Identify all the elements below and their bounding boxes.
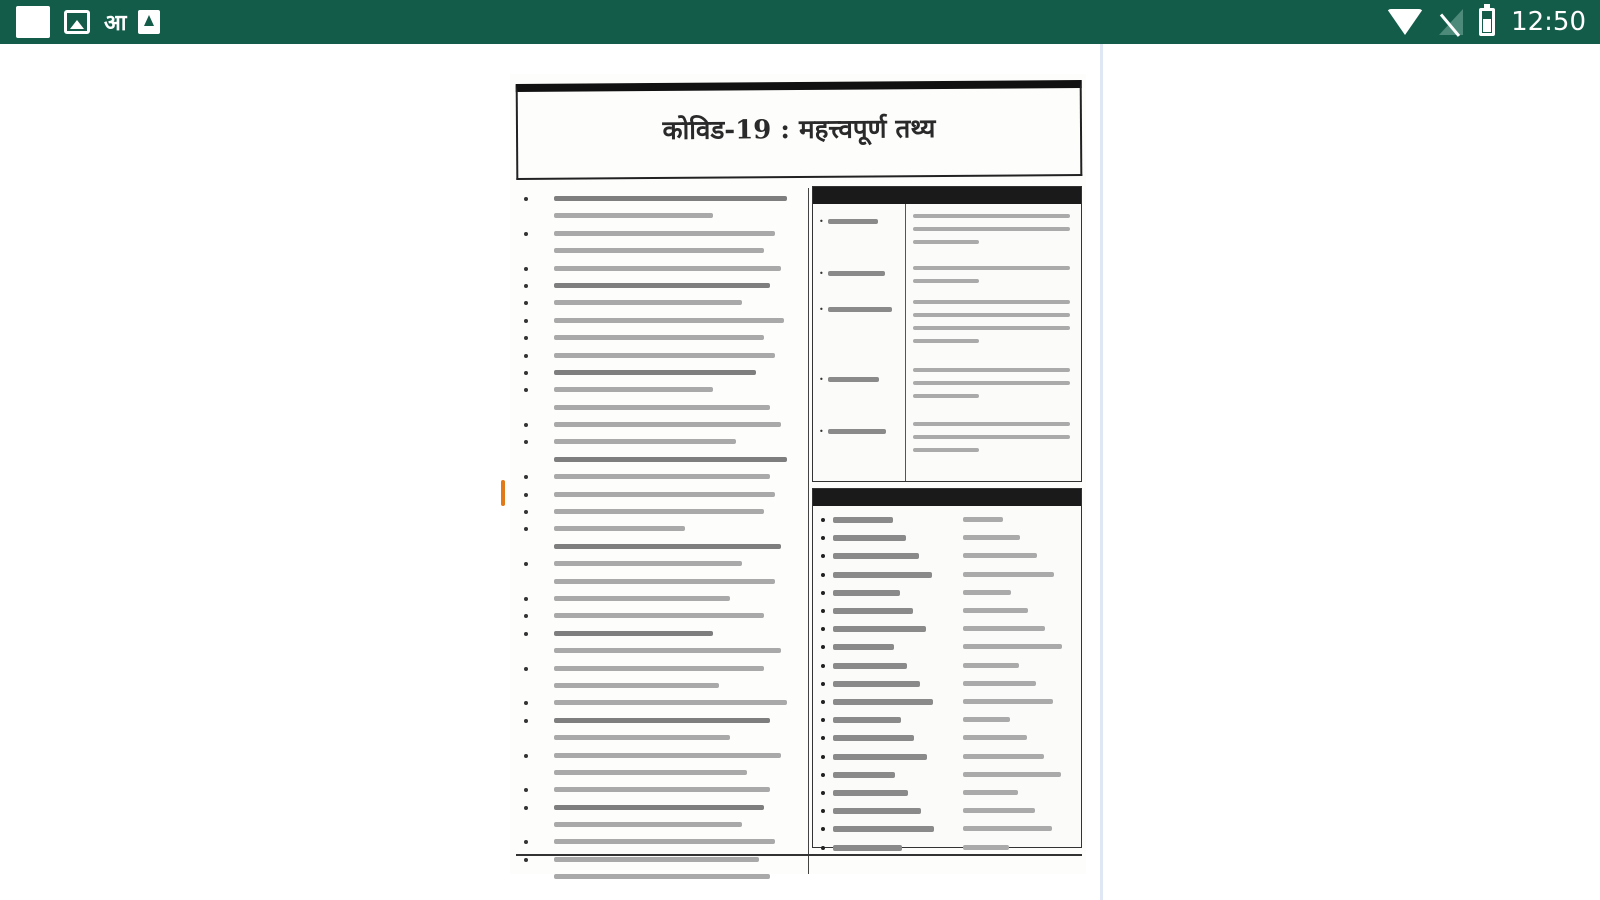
list-item <box>516 381 798 398</box>
blurred-text-line <box>554 266 781 271</box>
list-item <box>516 468 798 485</box>
blurred-text-line <box>554 353 775 358</box>
blurred-text-line <box>554 509 764 514</box>
list-item <box>516 677 798 694</box>
blurred-text-line <box>554 544 781 549</box>
list-item <box>516 312 798 329</box>
system-icons <box>1387 6 1586 38</box>
blurred-text-line <box>554 457 787 462</box>
title-box <box>516 80 1083 180</box>
table-row <box>819 657 1079 675</box>
list-item <box>516 347 798 364</box>
list-item <box>516 712 798 729</box>
list-item <box>516 660 798 677</box>
list-item <box>516 416 798 433</box>
page-divider <box>1100 44 1103 900</box>
blurred-text-line <box>554 492 775 497</box>
blurred-text-line <box>554 857 759 862</box>
page-edge-mark <box>501 480 505 506</box>
blurred-text-line <box>554 196 787 201</box>
list-item <box>516 242 798 259</box>
document-page[interactable] <box>510 74 1086 874</box>
blurred-text-line <box>554 666 764 671</box>
list-item <box>516 799 798 816</box>
list-item <box>516 520 798 537</box>
info-box-1-term <box>819 305 892 314</box>
table-row <box>819 729 1079 747</box>
list-item <box>516 486 798 503</box>
list-item <box>516 503 798 520</box>
list-item <box>516 260 798 277</box>
facts-list <box>516 190 798 870</box>
blurred-text-line <box>554 700 787 705</box>
column-divider <box>808 188 809 874</box>
list-item <box>516 364 798 381</box>
table-row <box>819 784 1079 802</box>
blurred-text-line <box>554 787 770 792</box>
no-signal-icon <box>1439 9 1463 35</box>
blurred-text-line <box>554 213 713 218</box>
list-item <box>516 225 798 242</box>
blurred-text-line <box>554 718 770 723</box>
table-row <box>819 529 1079 547</box>
list-item <box>516 781 798 798</box>
list-item <box>516 833 798 850</box>
table-row <box>819 547 1079 565</box>
blurred-text-line <box>554 596 730 601</box>
blurred-text-line <box>554 683 719 688</box>
blurred-text-line <box>554 248 764 253</box>
blurred-text-line <box>554 231 775 236</box>
list-item <box>516 207 798 224</box>
wifi-icon <box>1387 9 1423 35</box>
info-box-1 <box>812 186 1082 482</box>
table-row <box>819 711 1079 729</box>
notification-icons <box>16 6 160 38</box>
document-viewer[interactable] <box>0 44 1600 900</box>
table-row <box>819 638 1079 656</box>
info-box-1-header <box>813 187 1081 204</box>
clock: 12:50 <box>1511 7 1586 37</box>
blurred-text-line <box>554 526 685 531</box>
table-row <box>819 748 1079 766</box>
blurred-text-line <box>554 874 770 879</box>
blurred-text-line <box>554 283 770 288</box>
list-item <box>516 329 798 346</box>
document-icon <box>138 10 160 34</box>
blurred-text-line <box>554 770 747 775</box>
list-item <box>516 451 798 468</box>
info-box-1-description <box>913 209 1078 219</box>
blurred-text-line <box>554 439 736 444</box>
list-item <box>516 190 798 207</box>
list-item <box>516 694 798 711</box>
blurred-text-line <box>554 735 730 740</box>
list-item <box>516 538 798 555</box>
blurred-text-line <box>554 631 713 636</box>
list-item <box>516 399 798 416</box>
table-row <box>819 693 1079 711</box>
list-item <box>516 607 798 624</box>
blurred-text-line <box>554 648 781 653</box>
blurred-text-line <box>554 422 781 427</box>
info-box-1-term <box>819 217 878 226</box>
blank-notification-icon <box>16 6 50 38</box>
blurred-text-line <box>554 579 775 584</box>
table-row <box>819 766 1079 784</box>
table-row <box>819 566 1079 584</box>
info-box-1-description <box>913 417 1078 427</box>
info-box-1-term <box>819 427 886 436</box>
blurred-text-line <box>554 561 742 566</box>
gallery-icon <box>64 10 90 34</box>
info-box-1-description <box>913 295 1078 305</box>
info-box-1-description <box>913 261 1078 271</box>
blurred-text-line <box>554 318 784 323</box>
list-item <box>516 590 798 607</box>
blurred-text-line <box>554 474 770 479</box>
list-item <box>516 433 798 450</box>
blurred-text-line <box>554 335 764 340</box>
list-item <box>516 573 798 590</box>
page-title: कोविड-19 : महत्त्वपूर्ण तथ्य <box>662 114 936 146</box>
list-item <box>516 747 798 764</box>
list-item <box>516 816 798 833</box>
list-item <box>516 294 798 311</box>
info-box-1-term <box>819 375 879 384</box>
table-row <box>819 820 1079 838</box>
list-item <box>516 625 798 642</box>
info-box-2-header <box>813 489 1081 506</box>
table-row <box>819 602 1079 620</box>
table-row <box>819 802 1079 820</box>
list-item <box>516 729 798 746</box>
list-item <box>516 868 798 885</box>
blurred-text-line <box>554 753 781 758</box>
blurred-text-line <box>554 805 764 810</box>
list-item <box>516 277 798 294</box>
info-box-1-term <box>819 269 885 278</box>
blurred-text-line <box>554 822 742 827</box>
blurred-text-line <box>554 839 775 844</box>
blurred-text-line <box>554 405 770 410</box>
blurred-text-line <box>554 387 713 392</box>
page-bottom-rule <box>516 854 1082 856</box>
battery-charging-icon <box>1479 8 1495 36</box>
table-row <box>819 511 1079 529</box>
table-row <box>819 675 1079 693</box>
app-icon: आ <box>104 11 125 36</box>
list-item <box>516 764 798 781</box>
blurred-text-line <box>554 613 764 618</box>
list-item <box>516 555 798 572</box>
table-row <box>819 620 1079 638</box>
info-box-2 <box>812 488 1082 848</box>
info-box-1-separator <box>905 204 906 481</box>
blurred-text-line <box>554 370 756 375</box>
info-box-1-description <box>913 363 1078 373</box>
table-row <box>819 584 1079 602</box>
status-bar <box>0 0 1600 44</box>
blurred-text-line <box>554 300 742 305</box>
list-item <box>516 642 798 659</box>
